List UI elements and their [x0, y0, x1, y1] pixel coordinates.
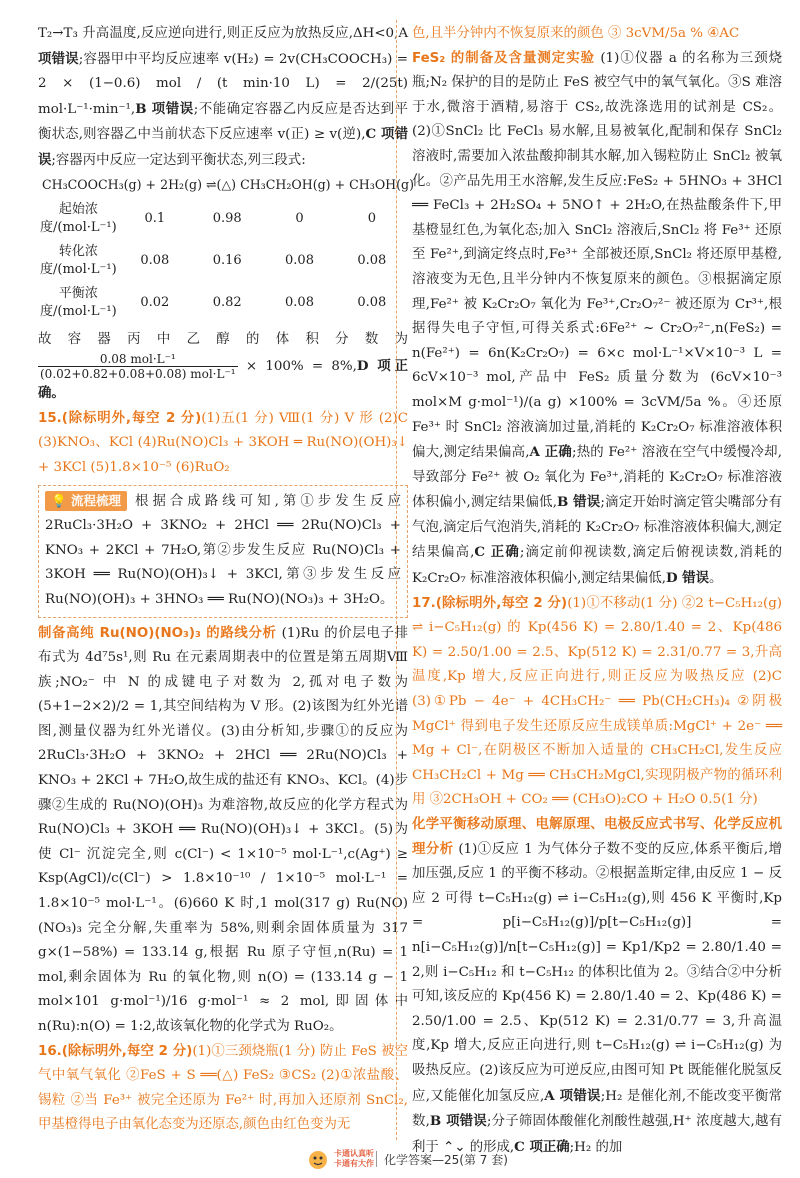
verdict: B 项错误 — [429, 1113, 487, 1130]
formula-line: (1−0.6) mol / (t min·10 L) = 2/(25t) mol·L⁻¹·min⁻¹, — [38, 76, 408, 117]
table-cell: 0.08 — [285, 294, 314, 310]
row-label: 平衡浓度/(mol·L⁻¹) — [40, 285, 117, 319]
question-heading: 17.(除标明外,每空 2 分) — [412, 595, 568, 611]
table-row — [38, 240, 408, 282]
text-line: T₂→T₃ 升高温度,反应逆向进行,则正反应为放热反应,ΔH<0,A — [38, 26, 408, 41]
bulb-icon: 💡 — [51, 492, 67, 508]
right-column — [412, 22, 782, 1160]
analysis-2 — [412, 47, 782, 592]
verdict: 项错误 — [38, 50, 79, 67]
table-cell: 0.02 — [140, 294, 170, 310]
flow-summary-box — [38, 485, 408, 618]
table-cell: 0.1 — [144, 210, 166, 226]
punctuation: 。 — [709, 571, 723, 587]
table-row — [38, 198, 408, 240]
left-column — [38, 22, 415, 1138]
brand-logo-icon — [306, 1149, 330, 1171]
table-cell: 0.08 — [357, 294, 387, 310]
analysis-text: ;热的 Fe²⁺ 溶液在空气中缓慢冷却,导致部分 Fe²⁺ 被 O₂ 氧化为 Fe³⁺,消耗的 K₂Cr₂O₇ 标准溶液体积偏小,测定结果偏低, — [412, 445, 782, 511]
question-heading: 15.(除标明外,每空 2 分) — [38, 410, 202, 426]
table-cell: 0.08 — [140, 252, 170, 268]
verdict: B 错误 — [556, 494, 601, 511]
paragraph — [38, 328, 408, 407]
flow-tag — [45, 491, 127, 511]
table-cell: 0.82 — [212, 294, 242, 310]
page-number: 化学答案—25(第 7 套) — [384, 1153, 508, 1167]
analysis-text: ;滴定开始时滴定管尖嘴部分有气泡,滴定后气泡消失,消耗的 K₂Cr₂O₇ 标准溶液体积偏大,测定结果偏高, — [412, 495, 782, 561]
box-text: 根据合成路线可知,第①步发生反应 2RuCl₃·3H₂O + 3KNO₂ + 2HCl ══ 2Ru(NO)Cl₃ + KNO₃ + 2KCl + 7H₂O,第②步发生反应 Ru(NO)Cl₃ + 3KOH ══ Ru(NO)(OH)₃↓ + 3KCl,第③步发生反应 Ru(NO)(OH)₃ + 3HNO₃ ══ Ru(NO)(NO₃)₃ + 3H₂O。 — [45, 493, 401, 607]
answer-text: (2)C (3)KNO₃、KCl (4)Ru(NO)Cl₃ + 3KOH ═ — [38, 410, 408, 451]
verdict: B 项错误 — [135, 100, 194, 117]
analysis-text: ;滴定前仰视读数,滴定后俯视读数,消耗的 K₂Cr₂O₇ 标准溶液体积偏小,测定结果偏低, — [412, 545, 782, 587]
verdict: C 项正确 — [514, 1138, 570, 1155]
question-17 — [412, 592, 782, 813]
row-label: 转化浓度/(mol·L⁻¹) — [40, 243, 117, 277]
analysis-text: (1)Ru 的价层电子排布式为 4d⁷5s¹,则 Ru 在元素周期表中的位置是第五周期Ⅷ族;NO₂⁻ 中 N 的成键电子对数为 2,孤对电子数为 (5+1−2×2)/2 = 1,其空间结构为 V 形。(2)该图为红外光谱图,测量仪器为红外光谱仪。(3)由分析知,步骤①的反应为 2RuCl₃·3H₂O + 3KNO₂ + 2HCl ══ 2Ru(NO)Cl₃ + KNO₃ + 2KCl + 7H₂O,故生成的盐还有 KNO₃、KCl。(4)步骤②生成的 Ru(NO)(OH)₃ 为难溶物,故反应的化学方程式为 Ru(NO)Cl₃ + 3KOH ══ Ru(NO)(OH)₃↓ + 3KCl。(5)为使 Cl⁻ 沉淀完全,则 c(Cl⁻) < 1×10⁻⁵ mol·L⁻¹,c(Ag⁺) ≥ Ksp(AgCl)/c(Cl⁻) > 1.8×10⁻¹⁰ / 1×10⁻⁵ mol·L⁻¹ = 1.8×10⁻⁵ mol·L⁻¹。(6)660 K 时,1 mol(317 g) Ru(NO)(NO₃)₃ 完全分解,失重率为 58%,则剩余固体质量为 317 g×(1−58%) = 133.14 g,根据 Ru 原子守恒,n(Ru) = 1 mol,剩余固体为 Ru 的氧化物,则 n(O) = (133.14 g − 1 mol×101 g·mol⁻¹)/16 g·mol⁻¹ ≈ 2 mol,即固体中 n(Ru):n(O) = 1:2,故该氧化物的化学式为 RuO₂。 — [38, 625, 408, 1034]
answer-text: Ru(NO)(OH)₃↓ + 3KCl (5)1.8×10⁻⁵ (6)RuO₂ — [38, 435, 408, 475]
table-cell: 0.08 — [357, 252, 387, 268]
brand-line: 卡通有大作 — [334, 1159, 374, 1168]
question-16-continued — [412, 22, 782, 47]
analysis-text: ;H₂ 的加 — [569, 1139, 623, 1155]
verdict: A 项错误 — [544, 1087, 601, 1104]
verdict: C 项错误 — [38, 126, 408, 168]
verdict: A 正确 — [529, 444, 572, 461]
text-line: ;容器甲中平均反应速率 v(H₂) = 2v(CH₃COOCH₃) = 2 × — [38, 51, 408, 92]
brand-line: 卡通认真听 — [334, 1149, 374, 1158]
text-line: 态,列三段式: — [229, 152, 306, 168]
analysis-text: ;分子筛固体酸催化剂酸性越强,H⁺ 浓度越大,越有利于 ⌃⌄ 的形成, — [412, 1114, 783, 1155]
question-15 — [38, 407, 408, 481]
section-heading: 制备高纯 Ru(NO)(NO₃)₃ 的路线分析 — [38, 625, 277, 641]
answer-text: (1)①三颈烧瓶(1 分) 防止 FeS 被空气中氧气氧化 ②FeS + S ══(△) FeS₂ ③CS₂ (2)①浓盐酸、锡粒 ②当 Fe³⁺ 被完全还原为 Fe²⁺ 时,再加入还原剂 SnCl₂,甲基橙得电子由氧化态变为还原态,颜色由红色变为无 — [38, 1043, 408, 1133]
text-line: × 100% = 8%, — [245, 359, 357, 375]
verdict: D 错误 — [665, 570, 710, 587]
column-divider — [396, 20, 398, 1140]
table-cell: 0.98 — [212, 210, 242, 226]
verdict: D 项正确。 — [38, 358, 408, 402]
section-heading: FeS₂ 的制备及含量测定实验 — [412, 50, 596, 66]
row-label: 起始浓度/(mol·L⁻¹) — [40, 201, 117, 235]
analysis-text: ;H₂ 是催化剂,不能改变平衡常数, — [412, 1088, 782, 1130]
three-stage-equation: CH₃COOCH₃(g) + 2H₂(g) ⇌(△) CH₃CH₂OH(g) + CH₃OH(g) — [42, 176, 415, 192]
brand-text — [334, 1149, 374, 1169]
verdict: C 正确 — [474, 544, 520, 561]
numerator: 0.08 mol·L⁻¹ — [38, 352, 238, 367]
answer-text: (1)①不移动(1 分) ②2 t−C₅H₁₂(g) ⇌ i−C₅H₁₂(g) 的 Kp(456 K) = 2.80/1.40 = 2、Kp(486 K) = 2.50/1.00 = 2.5、Kp(512 K) = 2.31/0.77 = 3,升高温度,Kp 增大,反应正向进行,则正反应为吸热反应 (2)C (3)①Pb − 4e⁻ + 4CH₃CH₂⁻ ══ Pb(CH₂CH₃)₄ ②阴极 MgCl⁺ 得到电子发生还原反应生成镁单质:MgCl⁺ + 2e⁻ ══ Mg + Cl⁻,在阴极区不断加入适量的 CH₃CH₂Cl,发生反应 CH₃CH₂Cl + Mg ══ CH₃CH₂MgCl,实现阴极产物的循环利用 ③2CH₃OH + CO₂ ══ (CH₃O)₂CO + H₂O 0.5(1 分) — [412, 595, 782, 808]
table-cell: 0 — [367, 210, 376, 226]
question-16 — [38, 1040, 408, 1138]
footer-separator — [376, 1151, 377, 1167]
text-line: ;容器丙中反应一定达到平衡状 — [51, 152, 230, 168]
text-line: 器乙内反应是否达到平衡状态,则容器乙中当前状态下反应速 — [38, 101, 408, 143]
table-cell: 0 — [295, 210, 304, 226]
answer-text: 色,且半分钟内不恢复原来的颜色 ③ 3cVM/5a % ④AC — [412, 26, 740, 41]
table-cell: 0.16 — [212, 252, 242, 268]
analysis-3 — [412, 813, 782, 1160]
section-heading: 化学平衡移动原理、电解原理、电极反应式书写、化学反应机理分析 — [412, 817, 782, 857]
analysis-1 — [38, 622, 408, 1040]
three-stage-table — [38, 198, 408, 324]
text-line: 率 v(正) ≥ v(逆), — [259, 127, 366, 143]
table-cell: 0.08 — [285, 252, 314, 268]
text-line: 故容器丙中乙醇的体积分数为 — [38, 331, 408, 347]
paragraph — [38, 22, 408, 174]
page-footer — [0, 1146, 800, 1174]
tag-label: 流程梳理 — [70, 492, 121, 508]
fraction — [38, 352, 238, 381]
answer-text: (1)五(1 分) Ⅷ(1 分) V 形 — [201, 410, 374, 426]
denominator: (0.02+0.82+0.08+0.08) mol·L⁻¹ — [40, 367, 236, 382]
analysis-text: (1)①仪器 a 的名称为三颈烧瓶;N₂ 保护的目的是防止 FeS 被空气中的氧气氧化。③S 难溶于水,微溶于酒精,易溶于 CS₂,故洗涤选用的试剂是 CS₂。(2)①SnCl₂ 比 FeCl₃ 易水解,且易被氧化,配制和保存 SnCl₂ 溶液时,需要加入浓盐酸抑制其水解,加入锡粒防止 SnCl₂ 被氧化。②产品先用王水溶解,发生反应:FeS₂ + 5HNO₃ + 3HCl ══ FeCl₃ + 2H₂SO₄ + 5NO↑ + 2H₂O,在热盐酸条件下,甲基橙显红色,为氧化态;加入 SnCl₂ 溶液后,SnCl₂ 将 Fe³⁺ 还原至 Fe²⁺,到滴定终点时,Fe³⁺ 全部被还原,SnCl₂ 将还原甲基橙,溶液变为无色,且半分钟内不恢复原来的颜色。③根据滴定原理,Fe²⁺ 被 K₂Cr₂O₇ 氧化为 Fe³⁺,Cr₂O₇²⁻ 被还原为 Cr³⁺,根据得失电子守恒,可得关系式:6Fe²⁺ ~ Cr₂O₇²⁻,n(FeS₂) = n(Fe²⁺) = 6n(K₂Cr₂O₇) = 6×c mol·L⁻¹×V×10⁻³ L = 6cV×10⁻³ mol,产品中 FeS₂ 质量分数为 (6cV×10⁻³ mol×M g·mol⁻¹)/(a g) ×100% = 3cVM/5a %。④还原 Fe³⁺ 时 SnCl₂ 溶液滴加过量,消耗的 K₂Cr₂O₇ 标准溶液体积偏大,测定结果偏高, — [412, 50, 782, 461]
question-heading: 16.(除标明外,每空 2 分) — [38, 1043, 193, 1059]
analysis-text: (1)①反应 1 为气体分子数不变的反应,体系平衡后,增加压强,反应 1 的平衡不移动。②根据盖斯定律,由反应 1 − 反应 2 可得 t−C₅H₁₂(g) ⇌ i−C₅H₁₂(g),则 456 K 平衡时,Kp = p[i−C₅H₁₂(g)]/p[t−C₅H₁₂(g)] = n[i−C₅H₁₂(g)]/n[t−C₅H₁₂(g)] = Kp1/Kp2 = 2.80/1.40 = 2,则 i−C₅H₁₂ 和 t−C₅H₁₂ 的体积比值为 2。③结合②中分析可知,该反应的 Kp(456 K) = 2.80/1.40 = 2、Kp(486 K) = 2.50/1.00 = 2.5、Kp(512 K) = 2.31/0.77 = 3,升高温度,Kp 增大,反应正向进行,则 t−C₅H₁₂(g) ⇌ i−C₅H₁₂(g) 为吸热反应。(2)该反应为可逆反应,由图可知 Pt 既能催化脱氢反应,又能催化加氢反应, — [412, 841, 782, 1104]
table-row — [38, 282, 408, 324]
text-line: ;不能确定容 — [193, 101, 269, 117]
